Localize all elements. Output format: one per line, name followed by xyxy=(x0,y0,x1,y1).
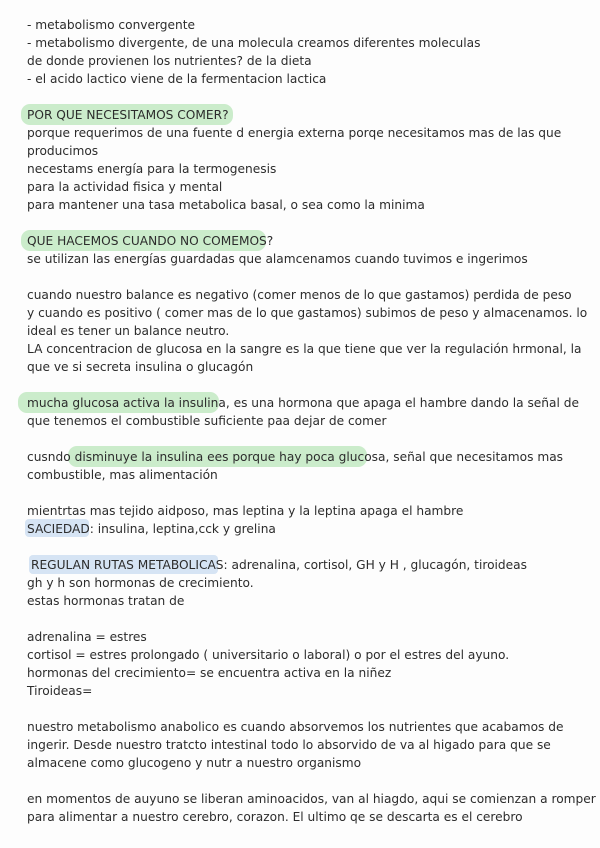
text-line: nuestro metabolismo anabolico es cuando absorvemos los nutrientes que acabamos de xyxy=(27,720,564,734)
text-fragment: : insulina, leptina,cck y grelina xyxy=(89,522,276,536)
highlighted-text: REGULAN RUTAS METABOLICAS xyxy=(31,558,224,572)
text-line: producimos xyxy=(27,144,99,158)
text-line: Tiroideas= xyxy=(27,684,93,698)
text-line: que ve si secreta insulina o glucagón xyxy=(27,360,254,374)
text-fragment: : adrenalina, cortisol, GH y H , glucagón, tiroideas xyxy=(223,558,527,572)
text-line: - metabolismo divergente, de una molecula creamos diferentes moleculas xyxy=(27,36,481,50)
text-line: que tenemos el combustible suficiente paa dejar de comer xyxy=(27,414,387,428)
text-line: - metabolismo convergente xyxy=(27,18,196,32)
text-line: adrenalina = estres xyxy=(27,630,147,644)
text-line: en momentos de auyuno se liberan aminoacidos, van al hiagdo, aqui se comienzan a romper xyxy=(27,792,596,806)
text-line: almacene como glucogeno y nutr a nuestro organismo xyxy=(27,756,362,770)
text-line: cuando nuestro balance es negativo (comer menos de lo que gastamos) perdida de peso xyxy=(27,288,572,302)
text-line: se utilizan las energías guardadas que alamcenamos cuando tuvimos e ingerimos xyxy=(27,252,528,266)
text-line: LA concentracion de glucosa en la sangre es la que tiene que ver la regulación hrmonal, la xyxy=(27,342,582,356)
text-line: hormonas del crecimiento= se encuentra activa en la niñez xyxy=(27,666,392,680)
text-fragment: , es una hormona que apaga el hambre dando la señal de xyxy=(225,396,579,410)
text-fragment: , señal que necesitamos mas xyxy=(385,450,564,464)
text-line: ideal es tener un balance neutro. xyxy=(27,324,230,338)
text-line: para alimentar a nuestro cerebro, corazon. El ultimo qe se descarta es el cerebro xyxy=(27,810,523,824)
text-line: - el acido lactico viene de la fermentacion lactica xyxy=(27,72,327,86)
text-line: para mantener una tasa metabolica basal, o sea como la minima xyxy=(27,198,425,212)
text-line: ingerir. Desde nuestro tratcto intestinal todo lo absorvido de va al higado para que se xyxy=(27,738,551,752)
section-heading: POR QUE NECESITAMOS COMER? xyxy=(27,108,229,122)
text-fragment: cusndo xyxy=(27,450,75,464)
text-line: combustible, mas alimentación xyxy=(27,468,218,482)
text-line: cortisol = estres prolongado ( universitario o laboral) o por el estres del ayuno. xyxy=(27,648,510,662)
text-line: gh y h son hormonas de crecimiento. xyxy=(27,576,254,590)
text-line-mixed xyxy=(27,394,579,412)
highlighted-text: mucha glucosa activa la insulina xyxy=(27,396,226,410)
text-line: porque requerimos de una fuente d energia externa porqe necesitamos mas de las que xyxy=(27,126,562,140)
text-line: y cuando es positivo ( comer mas de lo que gastamos) subimos de peso y almacenamos. lo xyxy=(27,306,588,320)
text-line: necestams energía para la termogenesis xyxy=(27,162,277,176)
text-line-mixed xyxy=(31,556,527,574)
text-line: estas hormonas tratan de xyxy=(27,594,185,608)
highlighted-text: disminuye la insulina ees porque hay poca glucosa xyxy=(74,450,386,464)
section-heading: QUE HACEMOS CUANDO NO COMEMOS? xyxy=(27,234,274,248)
highlighted-text: SACIEDAD xyxy=(27,522,90,536)
text-line-mixed xyxy=(27,520,276,538)
text-line: mientrtas mas tejido aidposo, mas leptina y la leptina apaga el hambre xyxy=(27,504,464,518)
text-line-mixed xyxy=(27,448,563,466)
text-line: de donde provienen los nutrientes? de la dieta xyxy=(27,54,312,68)
text-line: para la actividad fisica y mental xyxy=(27,180,223,194)
